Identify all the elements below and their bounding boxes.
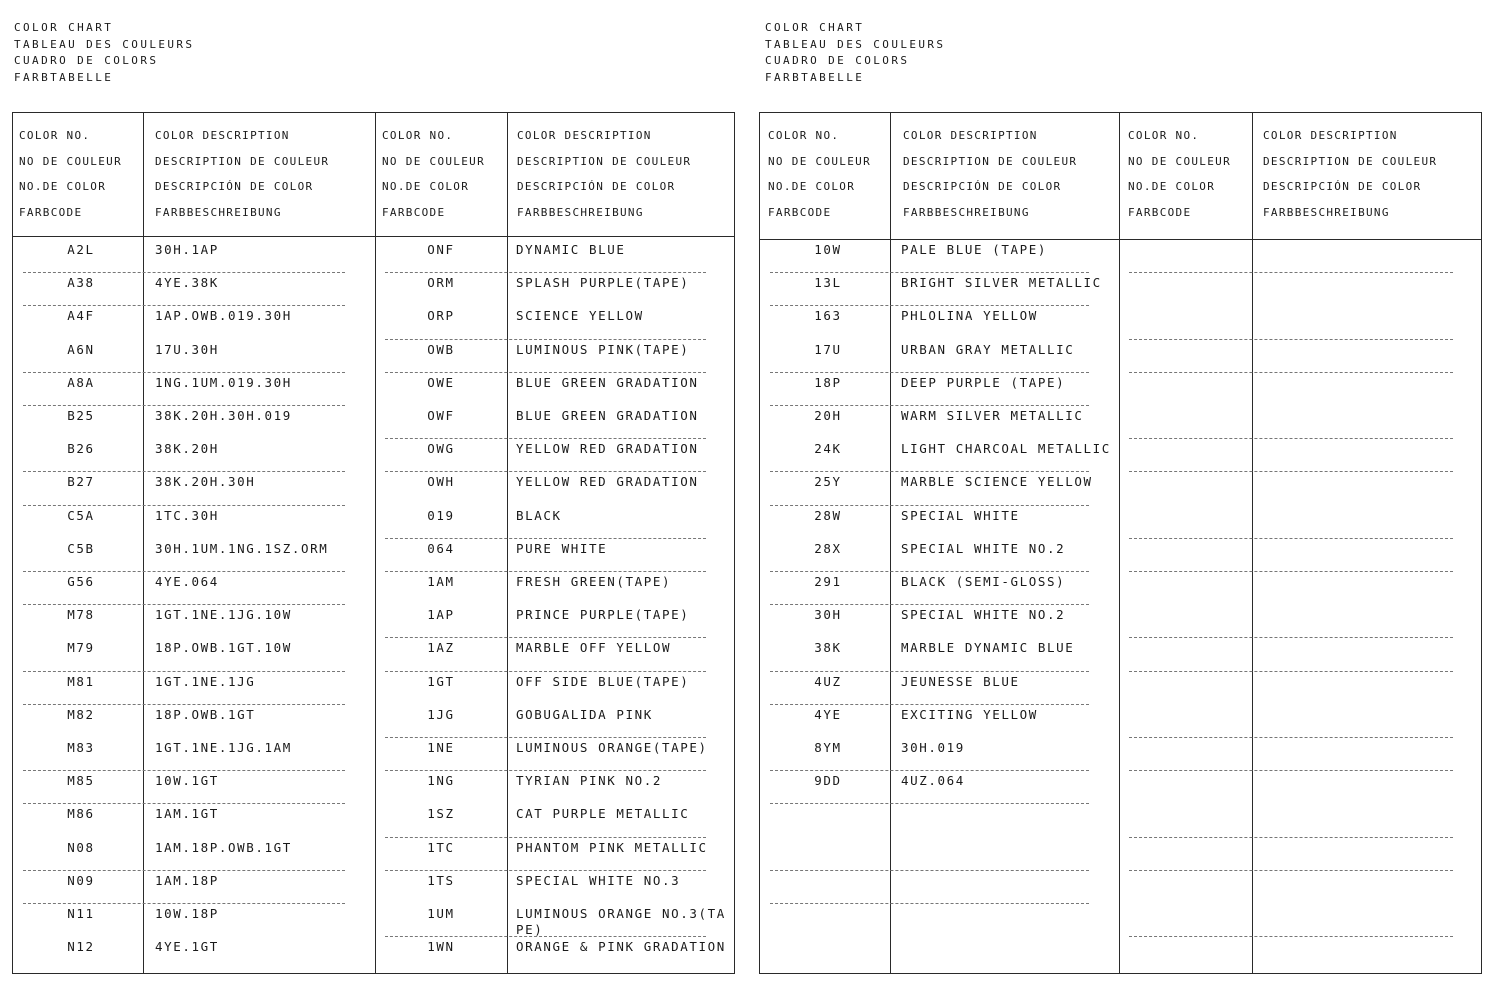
color-code-cell: OWG bbox=[427, 441, 455, 457]
table-row bbox=[760, 571, 1481, 604]
table-row bbox=[760, 372, 1481, 405]
color-code-cell: 1GT bbox=[427, 673, 455, 689]
row-separator bbox=[23, 505, 345, 506]
color-description-cell: BRIGHT SILVER METALLIC bbox=[901, 275, 1102, 291]
header-line: DESCRIPTION DE COULEUR bbox=[155, 154, 330, 168]
table-row bbox=[760, 770, 1481, 803]
color-code-cell: ORM bbox=[427, 275, 455, 291]
table-row bbox=[760, 737, 1481, 770]
row-separator bbox=[23, 604, 345, 605]
header-line: DESCRIPCIÓN DE COLOR bbox=[903, 180, 1062, 193]
header-line: FARBBESCHREIBUNG bbox=[517, 205, 644, 219]
color-code-cell: M82 bbox=[67, 706, 95, 722]
color-description-cell: OFF SIDE BLUE(TAPE) bbox=[516, 673, 690, 689]
row-separator bbox=[385, 837, 706, 838]
color-code-cell: M83 bbox=[67, 740, 95, 755]
row-separator bbox=[23, 903, 345, 904]
color-description-cell: CAT PURPLE METALLIC bbox=[516, 806, 690, 822]
table-row bbox=[13, 604, 734, 637]
table-row bbox=[13, 272, 734, 305]
header-line: NO DE COULEUR bbox=[19, 154, 122, 168]
row-separator bbox=[770, 405, 1089, 406]
table-row bbox=[13, 471, 734, 504]
table-row bbox=[760, 704, 1481, 737]
color-description-cell: SPECIAL WHITE NO.2 bbox=[901, 607, 1066, 623]
table-row bbox=[13, 870, 734, 903]
color-code-cell: N08 bbox=[67, 839, 95, 855]
color-description-cell: 1AP.OWB.019.30H bbox=[155, 308, 292, 324]
row-separator bbox=[770, 671, 1089, 672]
title-block-right bbox=[765, 20, 945, 86]
color-description-cell: SPECIAL WHITE NO.3 bbox=[516, 872, 681, 888]
color-code-cell: M85 bbox=[67, 773, 95, 789]
color-description-cell: BLACK (SEMI-GLOSS) bbox=[901, 574, 1066, 589]
color-code-cell: OWE bbox=[427, 374, 455, 390]
color-code-cell: 4YE bbox=[814, 706, 842, 722]
table-row bbox=[13, 837, 734, 870]
table-row bbox=[13, 903, 734, 936]
table-row bbox=[13, 538, 734, 571]
title-line: CUADRO DE COLORS bbox=[765, 54, 910, 67]
color-description-cell: BLUE GREEN GRADATION bbox=[516, 408, 699, 423]
color-description-cell: DYNAMIC BLUE bbox=[516, 242, 626, 257]
color-description-cell: ORANGE & PINK GRADATION bbox=[516, 939, 726, 955]
table-row bbox=[13, 405, 734, 438]
color-description-cell: 4UZ.064 bbox=[901, 773, 965, 789]
title-line: TABLEAU DES COULEURS bbox=[765, 37, 946, 51]
title-line: COLOR CHART bbox=[765, 21, 865, 34]
color-description-cell: 1AM.1GT bbox=[155, 806, 219, 822]
color-description-cell: 38K.20H.30H bbox=[155, 474, 256, 490]
title-line: COLOR CHART bbox=[14, 21, 114, 34]
color-description-cell: YELLOW RED GRADATION bbox=[516, 441, 699, 457]
color-code-cell: A2L bbox=[67, 242, 95, 257]
row-separator bbox=[385, 671, 706, 672]
color-code-cell: 18P bbox=[814, 374, 842, 390]
header-line: DESCRIPTION DE COULEUR bbox=[517, 154, 692, 168]
row-separator bbox=[23, 305, 345, 306]
row-separator bbox=[1129, 438, 1453, 439]
row-separator bbox=[385, 737, 706, 738]
color-description-cell: BLACK bbox=[516, 507, 562, 523]
row-separator bbox=[770, 372, 1089, 373]
color-description-cell: LUMINOUS ORANGE NO.3(TAPE) bbox=[516, 906, 726, 937]
color-code-cell: N09 bbox=[67, 872, 95, 888]
color-code-cell: 1WN bbox=[427, 939, 455, 955]
color-description-cell: PHANTOM PINK METALLIC bbox=[516, 839, 708, 855]
color-description-cell: YELLOW RED GRADATION bbox=[516, 474, 699, 490]
row-separator bbox=[770, 604, 1089, 605]
header-line: COLOR DESCRIPTION bbox=[517, 129, 652, 142]
color-code-cell: M78 bbox=[67, 607, 95, 623]
color-code-cell: 291 bbox=[814, 574, 842, 589]
color-code-cell: OWF bbox=[427, 408, 455, 423]
color-description-cell: JEUNESSE BLUE bbox=[901, 673, 1020, 689]
header-line: COLOR NO. bbox=[1128, 129, 1200, 142]
row-separator bbox=[770, 770, 1089, 771]
color-description-cell: 1AM.18P.OWB.1GT bbox=[155, 839, 292, 855]
header-color-no bbox=[382, 123, 485, 225]
color-description-cell: 1NG.1UM.019.30H bbox=[155, 374, 292, 390]
row-separator bbox=[770, 305, 1089, 306]
header-line: COLOR NO. bbox=[19, 129, 91, 142]
table-row bbox=[13, 936, 734, 969]
row-separator bbox=[1129, 671, 1453, 672]
header-line: FARBCODE bbox=[768, 205, 832, 219]
color-code-cell: ONF bbox=[427, 242, 455, 257]
table-row bbox=[760, 671, 1481, 704]
table-row bbox=[13, 305, 734, 338]
header-line: COLOR NO. bbox=[382, 129, 454, 142]
header-line: NO.DE COLOR bbox=[1128, 180, 1216, 193]
color-description-cell: PRINCE PURPLE(TAPE) bbox=[516, 607, 690, 623]
color-code-cell: M79 bbox=[67, 640, 95, 656]
color-chart-table-right bbox=[759, 112, 1482, 974]
header-line: COLOR DESCRIPTION bbox=[903, 129, 1038, 142]
color-description-cell: 30H.019 bbox=[901, 740, 965, 755]
color-code-cell: 1NE bbox=[427, 740, 455, 755]
table-row bbox=[760, 505, 1481, 538]
color-description-cell: 4YE.064 bbox=[155, 574, 219, 589]
row-separator bbox=[770, 704, 1089, 705]
header-line: DESCRIPCIÓN DE COLOR bbox=[517, 180, 676, 193]
color-description-cell: MARBLE OFF YELLOW bbox=[516, 640, 672, 656]
header-line: NO DE COULEUR bbox=[768, 154, 871, 168]
row-separator bbox=[770, 272, 1089, 273]
row-separator bbox=[23, 704, 345, 705]
table-row bbox=[760, 405, 1481, 438]
color-code-cell: 28W bbox=[814, 507, 842, 523]
table-row bbox=[13, 637, 734, 670]
row-separator bbox=[770, 571, 1089, 572]
color-code-cell: A8A bbox=[67, 374, 95, 390]
row-separator bbox=[1129, 870, 1453, 871]
color-description-cell: 4YE.1GT bbox=[155, 939, 219, 955]
color-code-cell: OWH bbox=[427, 474, 455, 490]
color-code-cell: G56 bbox=[67, 574, 95, 589]
table-row bbox=[13, 671, 734, 704]
row-separator bbox=[23, 870, 345, 871]
color-description-cell: WARM SILVER METALLIC bbox=[901, 408, 1084, 423]
color-code-cell: 20H bbox=[814, 408, 842, 423]
color-code-cell: 1JG bbox=[427, 706, 455, 722]
row-separator bbox=[385, 538, 706, 539]
color-code-cell: 1AM bbox=[427, 574, 455, 589]
color-description-cell: 17U.30H bbox=[155, 341, 219, 357]
color-code-cell: A4F bbox=[67, 308, 95, 324]
color-code-cell: 24K bbox=[814, 441, 842, 457]
header-color-no bbox=[1128, 123, 1231, 225]
table-row bbox=[760, 339, 1481, 372]
row-separator bbox=[1129, 637, 1453, 638]
table-row bbox=[13, 239, 734, 272]
title-block-left bbox=[14, 20, 194, 86]
color-description-cell: 1GT.1NE.1JG.1AM bbox=[155, 740, 292, 755]
header-line: FARBBESCHREIBUNG bbox=[1263, 205, 1390, 219]
color-code-cell: OWB bbox=[427, 341, 455, 357]
color-code-cell: N12 bbox=[67, 939, 95, 955]
color-code-cell: 1AP bbox=[427, 607, 455, 623]
color-description-cell: 38K.20H bbox=[155, 441, 219, 457]
color-description-cell: 10W.18P bbox=[155, 906, 219, 921]
color-code-cell: 163 bbox=[814, 308, 842, 324]
color-description-cell: DEEP PURPLE (TAPE) bbox=[901, 374, 1066, 390]
title-line: FARBTABELLE bbox=[14, 70, 114, 84]
color-description-cell: 1GT.1NE.1JG.10W bbox=[155, 607, 292, 623]
row-separator bbox=[23, 372, 345, 373]
color-description-cell: 18P.OWB.1GT.10W bbox=[155, 640, 292, 656]
header-divider bbox=[13, 236, 734, 237]
title-line: CUADRO DE COLORS bbox=[14, 54, 159, 67]
row-separator bbox=[385, 870, 706, 871]
color-code-cell: 1TS bbox=[427, 872, 455, 888]
header-line: NO DE COULEUR bbox=[1128, 154, 1231, 168]
color-description-cell: 30H.1AP bbox=[155, 242, 219, 257]
row-separator bbox=[385, 770, 706, 771]
header-line: DESCRIPTION DE COULEUR bbox=[1263, 154, 1438, 168]
header-line: FARBCODE bbox=[19, 205, 83, 219]
color-description-cell: GOBUGALIDA PINK bbox=[516, 706, 653, 722]
color-description-cell: PALE BLUE (TAPE) bbox=[901, 242, 1048, 257]
color-description-cell: 4YE.38K bbox=[155, 275, 219, 291]
color-code-cell: 1NG bbox=[427, 773, 455, 789]
row-separator bbox=[1129, 837, 1453, 838]
table-row bbox=[760, 438, 1481, 471]
header-color-no bbox=[19, 123, 122, 225]
row-separator bbox=[385, 471, 706, 472]
color-code-cell: 38K bbox=[814, 640, 842, 656]
table-row bbox=[760, 637, 1481, 670]
color-description-cell: SPECIAL WHITE bbox=[901, 507, 1020, 523]
row-separator bbox=[1129, 372, 1453, 373]
header-line: COLOR DESCRIPTION bbox=[155, 129, 290, 142]
color-code-cell: 1TC bbox=[427, 839, 455, 855]
row-separator bbox=[23, 571, 345, 572]
header-line: FARBBESCHREIBUNG bbox=[903, 205, 1030, 219]
color-code-cell: 13L bbox=[814, 275, 842, 291]
color-description-cell: MARBLE DYNAMIC BLUE bbox=[901, 640, 1075, 656]
row-separator bbox=[1129, 571, 1453, 572]
color-code-cell: 25Y bbox=[814, 474, 842, 490]
color-description-cell: PURE WHITE bbox=[516, 540, 608, 556]
header-color-description bbox=[517, 123, 691, 225]
color-code-cell: A6N bbox=[67, 341, 95, 357]
header-line: DESCRIPTION DE COULEUR bbox=[903, 154, 1078, 168]
color-description-cell: EXCITING YELLOW bbox=[901, 706, 1038, 722]
row-separator bbox=[23, 272, 345, 273]
color-description-cell: PHLOLINA YELLOW bbox=[901, 308, 1038, 324]
color-description-cell: LUMINOUS ORANGE(TAPE) bbox=[516, 740, 708, 755]
color-code-cell: M86 bbox=[67, 806, 95, 822]
color-description-cell: 1TC.30H bbox=[155, 507, 219, 523]
row-separator bbox=[385, 571, 706, 572]
color-description-cell: URBAN GRAY METALLIC bbox=[901, 341, 1075, 357]
color-code-cell: ORP bbox=[427, 308, 455, 324]
color-description-cell: SCIENCE YELLOW bbox=[516, 308, 644, 324]
table-row bbox=[760, 239, 1481, 272]
row-separator bbox=[385, 339, 706, 340]
table-row bbox=[13, 737, 734, 770]
color-code-cell: M81 bbox=[67, 673, 95, 689]
header-color-description bbox=[155, 123, 329, 225]
row-separator bbox=[770, 471, 1089, 472]
row-separator bbox=[770, 803, 1089, 804]
color-code-cell: 28X bbox=[814, 540, 842, 556]
color-code-cell: B26 bbox=[67, 441, 95, 457]
color-code-cell: 064 bbox=[427, 540, 455, 556]
table-row bbox=[13, 438, 734, 471]
table-row bbox=[760, 604, 1481, 637]
header-line: COLOR DESCRIPTION bbox=[1263, 129, 1398, 142]
color-code-cell: 8YM bbox=[814, 740, 842, 755]
table-row bbox=[760, 471, 1481, 504]
color-description-cell: 1AM.18P bbox=[155, 872, 219, 888]
color-description-cell: 10W.1GT bbox=[155, 773, 219, 789]
table-row bbox=[13, 770, 734, 803]
table-row bbox=[13, 704, 734, 737]
table-row bbox=[13, 339, 734, 372]
table-row bbox=[760, 305, 1481, 338]
color-code-cell: 9DD bbox=[814, 773, 842, 789]
color-description-cell: BLUE GREEN GRADATION bbox=[516, 374, 699, 390]
row-separator bbox=[1129, 471, 1453, 472]
color-code-cell: N11 bbox=[67, 906, 95, 921]
row-separator bbox=[385, 372, 706, 373]
color-code-cell: 1AZ bbox=[427, 640, 455, 656]
row-separator bbox=[385, 272, 706, 273]
color-chart-table-left bbox=[12, 112, 735, 974]
row-separator bbox=[385, 637, 706, 638]
row-separator bbox=[1129, 737, 1453, 738]
title-line: TABLEAU DES COULEURS bbox=[14, 37, 195, 51]
row-separator bbox=[23, 405, 345, 406]
color-code-cell: 17U bbox=[814, 341, 842, 357]
color-code-cell: 10W bbox=[814, 242, 842, 257]
row-separator bbox=[770, 505, 1089, 506]
color-description-cell: SPECIAL WHITE NO.2 bbox=[901, 540, 1066, 556]
header-line: COLOR NO. bbox=[768, 129, 840, 142]
row-separator bbox=[385, 438, 706, 439]
table-row bbox=[13, 505, 734, 538]
color-code-cell: 019 bbox=[427, 507, 455, 523]
color-code-cell: B25 bbox=[67, 408, 95, 423]
row-separator bbox=[1129, 339, 1453, 340]
header-line: NO DE COULEUR bbox=[382, 154, 485, 168]
header-line: FARBCODE bbox=[382, 205, 446, 219]
header-line: DESCRIPCIÓN DE COLOR bbox=[1263, 180, 1422, 193]
row-separator bbox=[23, 471, 345, 472]
header-line: NO.DE COLOR bbox=[19, 180, 107, 193]
color-code-cell: 4UZ bbox=[814, 673, 842, 689]
row-separator bbox=[23, 770, 345, 771]
color-code-cell: 1UM bbox=[427, 906, 455, 921]
row-separator bbox=[23, 671, 345, 672]
header-line: NO.DE COLOR bbox=[768, 180, 856, 193]
row-separator bbox=[1129, 936, 1453, 937]
table-row bbox=[13, 571, 734, 604]
color-description-cell: SPLASH PURPLE(TAPE) bbox=[516, 275, 690, 291]
table-row bbox=[13, 372, 734, 405]
table-row bbox=[760, 538, 1481, 571]
row-separator bbox=[385, 936, 706, 937]
color-description-cell: LIGHT CHARCOAL METALLIC bbox=[901, 441, 1111, 457]
row-separator bbox=[1129, 538, 1453, 539]
color-description-cell: 18P.OWB.1GT bbox=[155, 706, 256, 722]
color-code-cell: 30H bbox=[814, 607, 842, 623]
color-code-cell: C5A bbox=[67, 507, 95, 523]
header-color-description bbox=[1263, 123, 1437, 225]
header-line: FARBBESCHREIBUNG bbox=[155, 205, 282, 219]
color-code-cell: A38 bbox=[67, 275, 95, 291]
color-description-cell: 38K.20H.30H.019 bbox=[155, 408, 292, 423]
row-separator bbox=[1129, 770, 1453, 771]
row-separator bbox=[770, 903, 1089, 904]
title-line: FARBTABELLE bbox=[765, 70, 865, 84]
color-description-cell: MARBLE SCIENCE YELLOW bbox=[901, 474, 1093, 490]
row-separator bbox=[23, 803, 345, 804]
row-separator bbox=[1129, 272, 1453, 273]
row-separator bbox=[770, 870, 1089, 871]
header-color-no bbox=[768, 123, 871, 225]
color-description-cell: FRESH GREEN(TAPE) bbox=[516, 574, 672, 589]
color-description-cell: LUMINOUS PINK(TAPE) bbox=[516, 341, 690, 357]
header-line: FARBCODE bbox=[1128, 205, 1192, 219]
header-color-description bbox=[903, 123, 1077, 225]
color-code-cell: C5B bbox=[67, 540, 95, 556]
color-description-cell: 30H.1UM.1NG.1SZ.ORM bbox=[155, 540, 329, 556]
color-description-cell: 1GT.1NE.1JG bbox=[155, 673, 256, 689]
color-code-cell: B27 bbox=[67, 474, 95, 490]
table-row bbox=[760, 272, 1481, 305]
color-description-cell: TYRIAN PINK NO.2 bbox=[516, 773, 663, 789]
color-code-cell: 1SZ bbox=[427, 806, 455, 822]
header-line: DESCRIPCIÓN DE COLOR bbox=[155, 180, 314, 193]
header-line: NO.DE COLOR bbox=[382, 180, 470, 193]
table-row bbox=[13, 803, 734, 836]
